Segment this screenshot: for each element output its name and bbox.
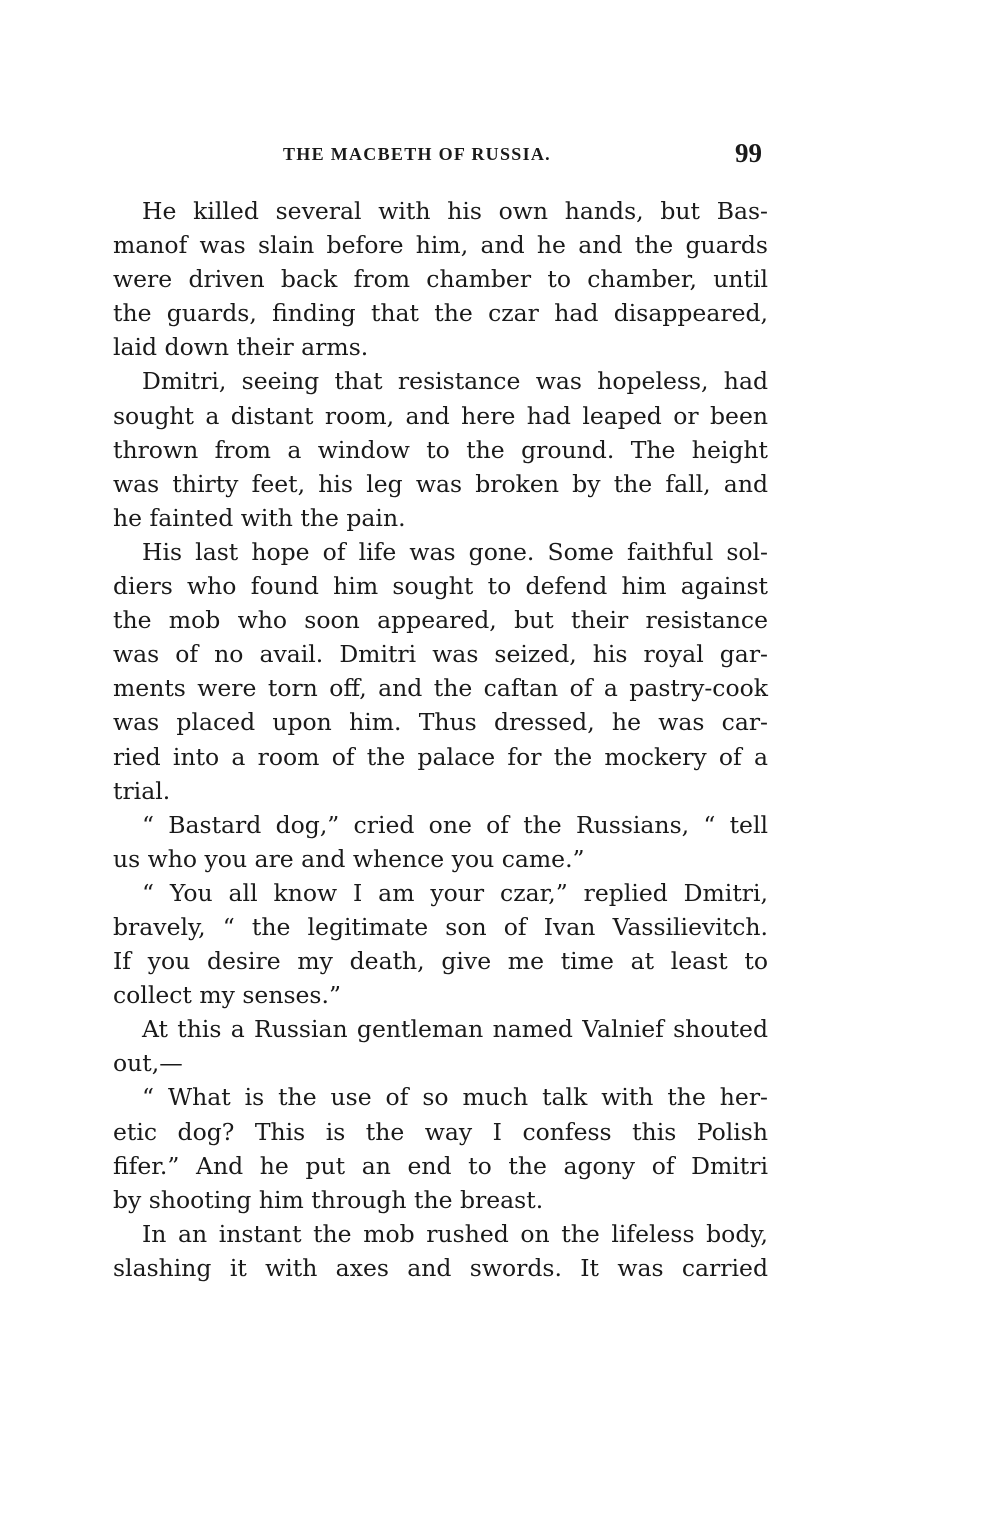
- body-text: [113, 194, 768, 1285]
- text-line: sought a distant room, and here had leaped or been: [113, 401, 768, 430]
- text-line: trial.: [113, 776, 171, 805]
- text-line: His last hope of life was gone. Some faithful sol-: [142, 537, 768, 566]
- text-line: was of no avail. Dmitri was seized, his royal gar-: [113, 640, 768, 669]
- text-line: ments were torn off, and the caftan of a pastry-cook: [113, 674, 768, 703]
- page-number: 99: [735, 138, 762, 168]
- text-line: was placed upon him. Thus dressed, he was car-: [113, 708, 768, 737]
- text-line: out,—: [113, 1049, 183, 1078]
- text-line: laid down their arms.: [113, 333, 369, 362]
- text-line: was thirty feet, his leg was broken by the fall, and: [113, 469, 768, 498]
- text-line: “ What is the use of so much talk with the her-: [142, 1083, 768, 1112]
- text-line: collect my senses.”: [113, 981, 341, 1010]
- text-line: Dmitri, seeing that resistance was hopeless, had: [142, 367, 768, 396]
- text-line: he fainted with the pain.: [113, 503, 406, 532]
- text-line: In an instant the mob rushed on the lifeless body,: [142, 1219, 768, 1248]
- text-line: If you desire my death, give me time at least to: [113, 947, 768, 976]
- text-line: manof was slain before him, and he and the guards: [113, 231, 768, 260]
- text-line: “ Bastard dog,” cried one of the Russians, “ tell: [142, 810, 768, 839]
- text-line: “ You all know I am your czar,” replied Dmitri,: [142, 878, 768, 907]
- running-title: THE MACBETH OF RUSSIA.: [283, 144, 551, 164]
- text-line: diers who found him sought to defend him against: [113, 572, 768, 601]
- running-header: [113, 138, 768, 174]
- text-line: ried into a room of the palace for the mockery of a: [113, 742, 768, 771]
- text-line: bravely, “ the legitimate son of Ivan Vassilievitch.: [113, 912, 768, 941]
- text-line: etic dog? This is the way I confess this Polish: [113, 1117, 768, 1146]
- text-line: by shooting him through the breast.: [113, 1185, 544, 1214]
- text-line: the mob who soon appeared, but their resistance: [113, 606, 768, 635]
- text-line: thrown from a window to the ground. The height: [113, 435, 768, 464]
- text-line: slashing it with axes and swords. It was carried: [113, 1253, 768, 1282]
- text-line: were driven back from chamber to chamber, until: [113, 265, 768, 294]
- text-line: At this a Russian gentleman named Valnief shouted: [142, 1015, 768, 1044]
- text-line: fifer.” And he put an end to the agony of Dmitri: [113, 1151, 768, 1180]
- text-line: us who you are and whence you came.”: [113, 844, 585, 873]
- text-line: the guards, finding that the czar had disappeared,: [113, 299, 768, 328]
- text-line: He killed several with his own hands, but Bas-: [142, 197, 768, 225]
